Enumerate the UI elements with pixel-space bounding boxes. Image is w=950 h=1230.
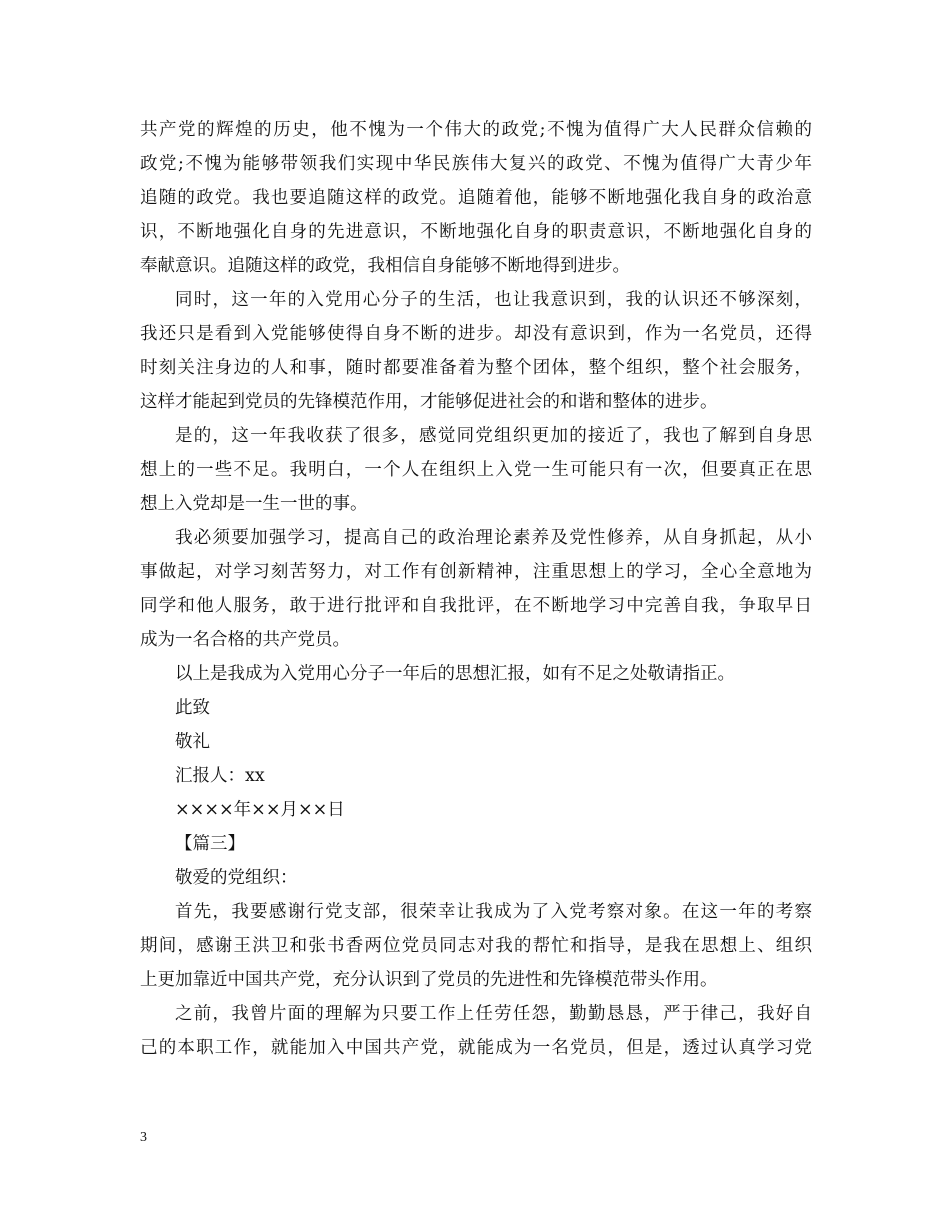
text-line: 以上是我成为入党用心分子一年后的思想汇报，如有不足之处敬请指正。 [175,664,735,684]
text-line: 我还只是看到入党能够使得自身不断的进步。却没有意识到，作为一名党员，还得 [140,324,812,344]
text-line: 是的，这一年我收获了很多，感觉同党组织更加的接近了，我也了解到自身思 [175,426,812,446]
document-body [140,113,812,1065]
text-line: 敬爱的党组织： [175,868,298,888]
text-line: 之前，我曾片面的理解为只要工作上任劳任怨，勤勤恳恳，严于律己，我好自 [175,1004,812,1024]
text-line: 共产党的辉煌的历史，他不愧为一个伟大的政党;不愧为值得广大人民群众信赖的 [140,120,812,140]
text-line: 我必须要加强学习，提高自己的政治理论素养及党性修养，从自身抓起，从小 [175,528,812,548]
text-line: 事做起，对学习刻苦努力，对工作有创新精神，注重思想上的学习，全心全意地为 [140,562,812,582]
text-line: 成为一名合格的共产党员。 [140,630,350,650]
text-line: 这样才能起到党员的先锋模范作用，才能够促进社会的和谐和整体的进步。 [140,392,718,412]
text-line: ××××年××月××日 [175,800,345,820]
text-line: 同时，这一年的入党用心分子的生活，也让我意识到，我的认识还不够深刻， [175,290,812,310]
text-line: 【篇三】 [175,834,245,854]
text-line: 上更加靠近中国共产党，充分认识到了党员的先进性和先锋模范带头作用。 [140,970,718,990]
text-line: 汇报人：xx [175,766,265,786]
text-line: 奉献意识。追随这样的政党，我相信自身能够不断地得到进步。 [140,256,630,276]
text-line: 政党;不愧为能够带领我们实现中华民族伟大复兴的政党、不愧为值得广大青少年 [140,154,812,174]
text-line: 追随的政党。我也要追随这样的政党。追随着他，能够不断地强化我自身的政治意 [140,188,812,208]
text-line: 识，不断地强化自身的先进意识，不断地强化自身的职责意识，不断地强化自身的 [140,222,812,242]
text-line: 想上的一些不足。我明白，一个人在组织上入党一生可能只有一次，但要真正在思 [140,460,812,480]
text-line: 想上入党却是一生一世的事。 [140,494,368,514]
text-line: 时刻关注身边的人和事，随时都要准备着为整个团体，整个组织，整个社会服务， [140,358,812,378]
text-line: 敬礼 [175,732,210,752]
text-line: 此致 [175,698,210,718]
text-line: 首先，我要感谢行党支部，很荣幸让我成为了入党考察对象。在这一年的考察 [175,902,812,922]
text-line: 同学和他人服务，敢于进行批评和自我批评，在不断地学习中完善自我，争取早日 [140,596,812,616]
text-line: 己的本职工作，就能加入中国共产党，就能成为一名党员，但是，透过认真学习党 [140,1038,812,1058]
text-line: 期间，感谢王洪卫和张书香两位党员同志对我的帮忙和指导，是我在思想上、组织 [140,936,812,956]
page-number: 3 [140,1130,147,1145]
